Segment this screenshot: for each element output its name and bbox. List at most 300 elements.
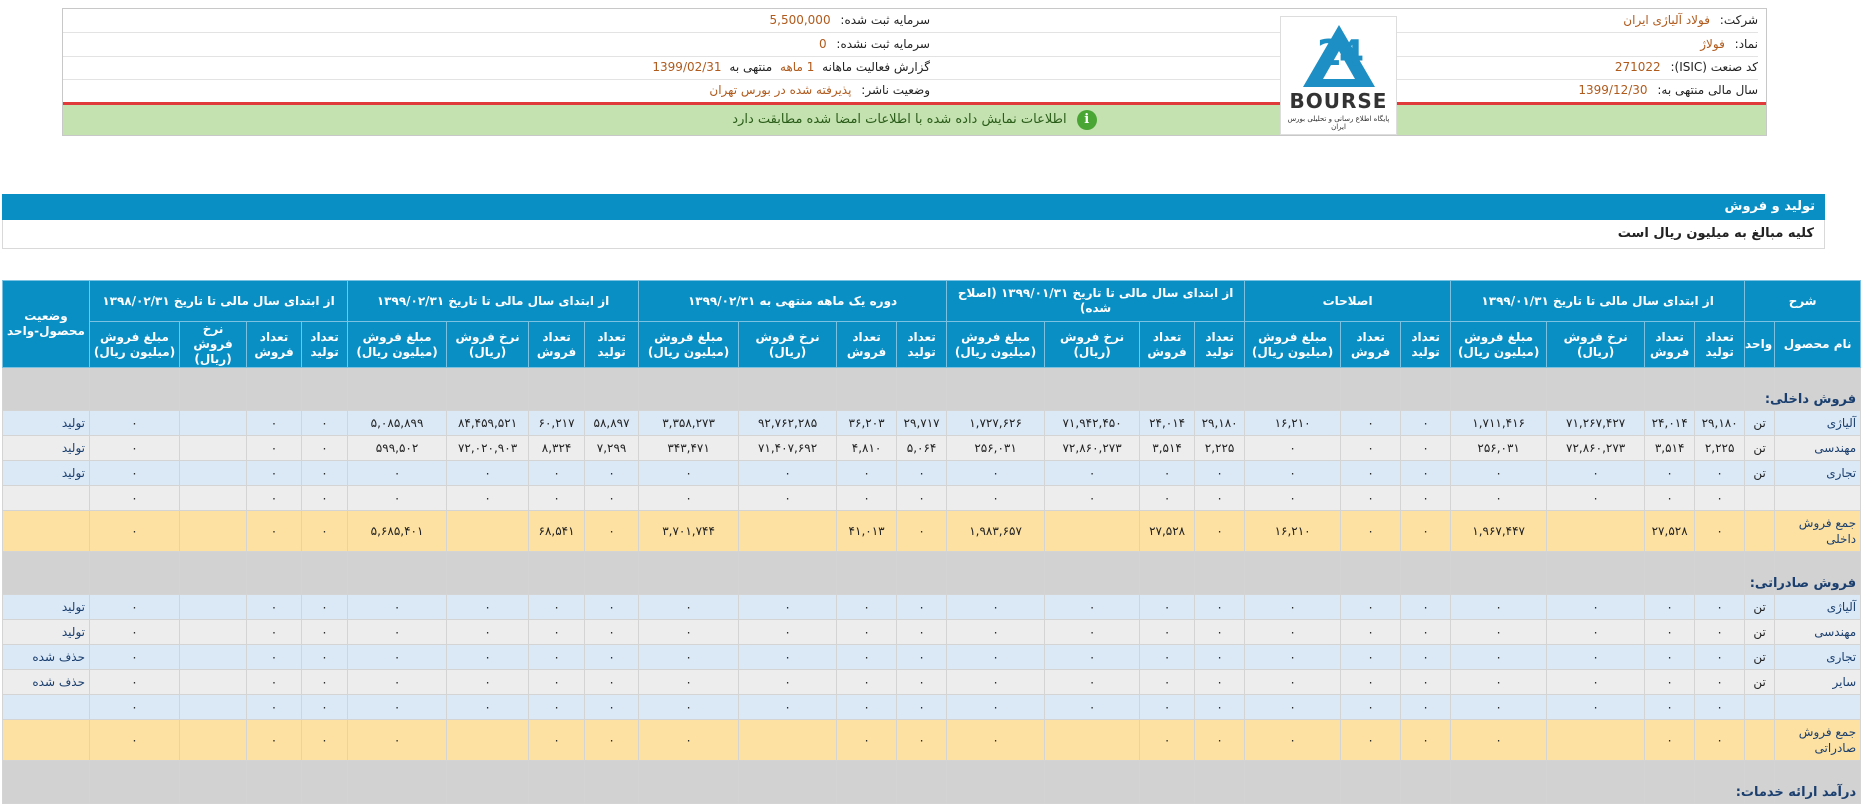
value-cell: ۰: [1045, 620, 1140, 645]
value-cell: [1245, 368, 1341, 411]
value-cell: [247, 552, 302, 595]
value-cell: ۰: [1341, 436, 1401, 461]
value-cell: ۰: [90, 695, 180, 720]
value-cell: ۰: [1695, 486, 1745, 511]
value-cell: [739, 552, 837, 595]
value-cell: ۷۱,۹۴۲,۴۵۰: [1045, 411, 1140, 436]
value-cell: ۰: [585, 645, 639, 670]
value-cell: [1401, 368, 1451, 411]
value-cell: [447, 511, 529, 552]
value-cell: ۰: [1645, 486, 1695, 511]
status-cell: تولید: [3, 595, 90, 620]
value-cell: ۰: [1045, 670, 1140, 695]
value-cell: [302, 368, 348, 411]
value-cell: ۰: [90, 620, 180, 645]
product-name: تجاری: [1775, 461, 1861, 486]
value-cell: ۰: [1451, 695, 1547, 720]
value-cell: ۰: [1695, 695, 1745, 720]
column-header: نرخ فروش (ریال): [739, 322, 837, 368]
group-header: از ابتدای سال مالی تا تاریخ ۱۳۹۸/۰۲/۳۱: [90, 281, 348, 322]
value-cell: ۰: [1245, 670, 1341, 695]
value-cell: ۷۱,۲۶۷,۴۲۷: [1547, 411, 1645, 436]
value-cell: ۰: [1245, 595, 1341, 620]
value-cell: ۰: [585, 486, 639, 511]
value-cell: ۰: [348, 720, 447, 761]
value-cell: ۰: [90, 720, 180, 761]
value-cell: ۰: [1245, 486, 1341, 511]
value-cell: [1045, 511, 1140, 552]
value-cell: [1140, 368, 1195, 411]
value-cell: ۰: [1645, 461, 1695, 486]
table-row: [3, 461, 1861, 486]
value-cell: [1140, 761, 1195, 804]
value-cell: ۰: [1695, 670, 1745, 695]
value-cell: ۳,۷۰۱,۷۴۴: [639, 511, 739, 552]
value-cell: ۰: [1645, 720, 1695, 761]
group-header: از ابتدای سال مالی تا تاریخ ۱۳۹۹/۰۱/۳۱: [1451, 281, 1745, 322]
product-name: فروش داخلی:: [1775, 368, 1861, 411]
value-cell: ۰: [1401, 461, 1451, 486]
value-cell: ۷۱,۴۰۷,۶۹۲: [739, 436, 837, 461]
publisher-row: [63, 79, 930, 103]
value-cell: ۰: [1645, 645, 1695, 670]
value-cell: ۰: [90, 645, 180, 670]
value-cell: [1547, 511, 1645, 552]
value-cell: ۰: [739, 620, 837, 645]
value-cell: ۰: [1695, 595, 1745, 620]
value-cell: ۰: [639, 595, 739, 620]
value-cell: ۰: [1245, 695, 1341, 720]
value-cell: [639, 368, 739, 411]
value-cell: ۰: [897, 461, 947, 486]
value-cell: ۰: [1401, 620, 1451, 645]
value-cell: [1045, 720, 1140, 761]
value-cell: ۰: [837, 720, 897, 761]
value-cell: ۰: [302, 695, 348, 720]
value-cell: ۲۴,۰۱۴: [1645, 411, 1695, 436]
value-cell: [180, 620, 247, 645]
value-cell: ۹۲,۷۶۲,۲۸۵: [739, 411, 837, 436]
product-name: سایر: [1775, 670, 1861, 695]
value-cell: ۰: [348, 461, 447, 486]
value-cell: ۰: [1401, 436, 1451, 461]
value-cell: ۰: [739, 595, 837, 620]
value-cell: ۰: [1341, 511, 1401, 552]
sub-header-row: [3, 322, 1861, 368]
publisher-label: وضعیت ناشر:: [861, 83, 930, 97]
amount-note: [2, 220, 1825, 249]
value-cell: [180, 695, 247, 720]
value-cell: ۰: [1645, 595, 1695, 620]
value-cell: [1547, 552, 1645, 595]
group-header: اصلاحات: [1245, 281, 1451, 322]
value-cell: [447, 552, 529, 595]
unit-cell: [1745, 695, 1775, 720]
value-cell: [180, 368, 247, 411]
value-cell: [529, 368, 585, 411]
value-cell: ۰: [837, 595, 897, 620]
value-cell: [180, 511, 247, 552]
value-cell: ۰: [739, 645, 837, 670]
value-cell: [1341, 761, 1401, 804]
unit-cell: تن: [1745, 670, 1775, 695]
value-cell: ۰: [302, 486, 348, 511]
table-row: [3, 436, 1861, 461]
production-sales-table-wrap[interactable]: [2, 280, 1857, 809]
unit-cell: تن: [1745, 436, 1775, 461]
value-cell: ۰: [1451, 595, 1547, 620]
value-cell: [90, 552, 180, 595]
value-cell: ۰: [639, 670, 739, 695]
symbol-value[interactable]: فولاژ: [1700, 37, 1725, 51]
value-cell: ۰: [1645, 670, 1695, 695]
unit-cell: تن: [1745, 645, 1775, 670]
value-cell: ۰: [837, 620, 897, 645]
value-cell: ۰: [585, 620, 639, 645]
value-cell: [180, 645, 247, 670]
status-cell: [3, 511, 90, 552]
product-name: مهندسی: [1775, 620, 1861, 645]
company-label: شرکت:: [1719, 13, 1758, 27]
value-cell: ۰: [529, 695, 585, 720]
value-cell: ۲۷,۵۲۸: [1140, 511, 1195, 552]
value-cell: ۰: [348, 595, 447, 620]
value-cell: ۰: [837, 486, 897, 511]
value-cell: ۰: [837, 461, 897, 486]
value-cell: ۰: [1195, 461, 1245, 486]
value-cell: ۰: [897, 620, 947, 645]
value-cell: [529, 552, 585, 595]
column-header: تعداد تولید: [1695, 322, 1745, 368]
column-header: تعداد فروش: [1140, 322, 1195, 368]
table-row: [3, 695, 1861, 720]
value-cell: ۰: [739, 486, 837, 511]
value-cell: ۰: [947, 620, 1045, 645]
notice-bar: [63, 105, 1766, 135]
column-header: نرخ فروش (ریال): [1045, 322, 1140, 368]
value-cell: ۰: [247, 461, 302, 486]
group-header-row: [3, 281, 1861, 322]
value-cell: ۰: [247, 411, 302, 436]
value-cell: ۰: [1451, 645, 1547, 670]
value-cell: ۲۵۶,۰۳۱: [1451, 436, 1547, 461]
value-cell: ۰: [1341, 411, 1401, 436]
value-cell: [739, 511, 837, 552]
symbol-label: نماد:: [1734, 37, 1758, 51]
value-cell: ۰: [1045, 486, 1140, 511]
product-name: تجاری: [1775, 645, 1861, 670]
value-cell: ۰: [1195, 670, 1245, 695]
status-cell: [3, 761, 90, 804]
value-cell: ۰: [947, 695, 1045, 720]
amount-note-text: کلیه مبالغ به میلیون ریال است: [1617, 226, 1814, 241]
value-cell: ۰: [529, 461, 585, 486]
value-cell: ۰: [585, 511, 639, 552]
value-cell: [1547, 761, 1645, 804]
value-cell: ۰: [1245, 620, 1341, 645]
value-cell: [585, 761, 639, 804]
value-cell: ۰: [1695, 511, 1745, 552]
value-cell: [585, 552, 639, 595]
value-cell: ۰: [447, 486, 529, 511]
table-row: [3, 670, 1861, 695]
product-name: [1775, 695, 1861, 720]
value-cell: [947, 761, 1045, 804]
report-row: [63, 56, 930, 80]
value-cell: ۰: [348, 695, 447, 720]
value-cell: ۰: [1451, 461, 1547, 486]
product-name: آلیاژی: [1775, 595, 1861, 620]
value-cell: [1195, 368, 1245, 411]
value-cell: ۰: [1341, 595, 1401, 620]
value-cell: ۰: [1401, 486, 1451, 511]
table-row: [3, 411, 1861, 436]
value-cell: [180, 486, 247, 511]
capital-reg-value: 5,500,000: [769, 13, 831, 27]
value-cell: [739, 368, 837, 411]
value-cell: ۵۹۹,۵۰۲: [348, 436, 447, 461]
unit-cell: تن: [1745, 620, 1775, 645]
status-cell: تولید: [3, 620, 90, 645]
product-name: آلیاژی: [1775, 411, 1861, 436]
value-cell: ۰: [1140, 670, 1195, 695]
product-name: جمع فروش صادراتی: [1775, 720, 1861, 761]
value-cell: ۰: [90, 595, 180, 620]
value-cell: ۰: [447, 695, 529, 720]
column-header: تعداد فروش: [529, 322, 585, 368]
value-cell: [180, 436, 247, 461]
value-cell: ۷,۲۹۹: [585, 436, 639, 461]
group-header: دوره یک ماهه منتهی به ۱۳۹۹/۰۲/۳۱: [639, 281, 947, 322]
value-cell: ۰: [1401, 411, 1451, 436]
table-row: [3, 620, 1861, 645]
column-header: تعداد فروش: [247, 322, 302, 368]
value-cell: ۰: [529, 595, 585, 620]
value-cell: ۱,۷۲۷,۶۲۶: [947, 411, 1045, 436]
value-cell: ۰: [1401, 511, 1451, 552]
value-cell: ۰: [1195, 695, 1245, 720]
value-cell: ۰: [302, 645, 348, 670]
value-cell: ۰: [739, 670, 837, 695]
column-header: نرخ فروش (ریال): [1547, 322, 1645, 368]
value-cell: [1451, 368, 1547, 411]
value-cell: [1695, 368, 1745, 411]
value-cell: ۴,۸۱۰: [837, 436, 897, 461]
section-title: تولید و فروش: [1724, 199, 1815, 214]
value-cell: [348, 552, 447, 595]
status-cell: [3, 695, 90, 720]
section-row: [3, 552, 1861, 595]
value-cell: ۰: [247, 645, 302, 670]
value-cell: ۰: [1547, 620, 1645, 645]
table-row: [3, 486, 1861, 511]
value-cell: ۲۹,۷۱۷: [897, 411, 947, 436]
column-header: نرخ فروش (ریال): [180, 322, 247, 368]
value-cell: ۰: [1341, 620, 1401, 645]
value-cell: ۰: [302, 595, 348, 620]
value-cell: ۰: [1401, 695, 1451, 720]
value-cell: ۰: [1195, 645, 1245, 670]
value-cell: ۲۷,۵۲۸: [1645, 511, 1695, 552]
value-cell: ۰: [1195, 486, 1245, 511]
value-cell: ۵,۰۸۵,۸۹۹: [348, 411, 447, 436]
value-cell: ۰: [1045, 695, 1140, 720]
value-cell: ۰: [302, 620, 348, 645]
status-cell: [3, 720, 90, 761]
value-cell: ۶۰,۲۱۷: [529, 411, 585, 436]
value-cell: ۰: [1451, 670, 1547, 695]
section-title-bar: [2, 194, 1825, 220]
value-cell: [1195, 552, 1245, 595]
value-cell: ۰: [1245, 645, 1341, 670]
value-cell: ۰: [837, 670, 897, 695]
value-cell: [1245, 761, 1341, 804]
value-cell: [180, 761, 247, 804]
value-cell: [90, 761, 180, 804]
value-cell: [180, 411, 247, 436]
value-cell: ۰: [739, 695, 837, 720]
value-cell: ۰: [897, 720, 947, 761]
value-cell: ۰: [247, 486, 302, 511]
report-ending-label: منتهی به: [729, 60, 773, 74]
value-cell: ۰: [897, 486, 947, 511]
column-header: مبلغ فروش (میلیون ریال): [947, 322, 1045, 368]
value-cell: ۰: [1140, 720, 1195, 761]
status-cell: [3, 486, 90, 511]
value-cell: ۰: [529, 486, 585, 511]
column-header: تعداد فروش: [837, 322, 897, 368]
status-cell: حذف شده: [3, 645, 90, 670]
value-cell: ۲۵۶,۰۳۱: [947, 436, 1045, 461]
status-cell: تولید: [3, 411, 90, 436]
value-cell: [348, 368, 447, 411]
notice-text: اطلاعات نمایش داده شده با اطلاعات امضا شده مطابقت دارد: [732, 112, 1067, 127]
value-cell: ۰: [1245, 436, 1341, 461]
value-cell: ۰: [1401, 645, 1451, 670]
column-header: مبلغ فروش (میلیون ریال): [90, 322, 180, 368]
column-header: تعداد تولید: [1195, 322, 1245, 368]
value-cell: ۰: [302, 720, 348, 761]
value-cell: [447, 720, 529, 761]
value-cell: ۰: [897, 645, 947, 670]
value-cell: ۶۸,۵۴۱: [529, 511, 585, 552]
product-name: [1775, 486, 1861, 511]
value-cell: ۰: [1341, 720, 1401, 761]
total-row: [3, 720, 1861, 761]
value-cell: ۰: [585, 461, 639, 486]
value-cell: ۰: [947, 595, 1045, 620]
value-cell: ۵,۰۶۴: [897, 436, 947, 461]
value-cell: ۰: [447, 670, 529, 695]
value-cell: [529, 761, 585, 804]
value-cell: ۰: [947, 461, 1045, 486]
unit-cell: [1745, 486, 1775, 511]
value-cell: ۰: [1451, 620, 1547, 645]
value-cell: ۰: [1195, 620, 1245, 645]
value-cell: [247, 761, 302, 804]
report-period: 1 ماهه: [780, 60, 815, 74]
value-cell: ۰: [529, 645, 585, 670]
unit-cell: تن: [1745, 595, 1775, 620]
value-cell: ۰: [348, 486, 447, 511]
value-cell: ۰: [947, 670, 1045, 695]
value-cell: [947, 552, 1045, 595]
value-cell: ۰: [90, 670, 180, 695]
fiscal-value: 1399/12/30: [1578, 83, 1648, 97]
value-cell: ۰: [348, 645, 447, 670]
value-cell: ۰: [639, 486, 739, 511]
publisher-value: پذیرفته شده در بورس تهران: [709, 83, 852, 97]
capital-unreg-label: سرمایه ثبت نشده:: [836, 37, 930, 51]
column-header: مبلغ فروش (میلیون ریال): [1451, 322, 1547, 368]
value-cell: ۰: [247, 620, 302, 645]
value-cell: ۰: [1140, 620, 1195, 645]
value-cell: ۰: [302, 670, 348, 695]
value-cell: [897, 552, 947, 595]
value-cell: [897, 761, 947, 804]
value-cell: ۰: [302, 436, 348, 461]
value-cell: ۰: [247, 695, 302, 720]
value-cell: [1045, 761, 1140, 804]
value-cell: ۰: [529, 670, 585, 695]
value-cell: [1341, 368, 1401, 411]
value-cell: [1140, 552, 1195, 595]
value-cell: ۵,۶۸۵,۴۰۱: [348, 511, 447, 552]
value-cell: ۸,۳۲۴: [529, 436, 585, 461]
value-cell: ۰: [1045, 645, 1140, 670]
value-cell: ۲,۲۲۵: [1195, 436, 1245, 461]
value-cell: ۰: [302, 461, 348, 486]
value-cell: ۰: [447, 645, 529, 670]
value-cell: ۵۸,۸۹۷: [585, 411, 639, 436]
value-cell: ۰: [302, 411, 348, 436]
value-cell: [180, 595, 247, 620]
company-header: [62, 8, 1767, 136]
column-header: مبلغ فروش (میلیون ریال): [348, 322, 447, 368]
value-cell: [90, 368, 180, 411]
value-cell: ۰: [585, 695, 639, 720]
value-cell: [348, 761, 447, 804]
value-cell: ۰: [947, 486, 1045, 511]
value-cell: ۰: [348, 620, 447, 645]
value-cell: ۰: [247, 595, 302, 620]
value-cell: ۰: [529, 620, 585, 645]
value-cell: [1195, 761, 1245, 804]
value-cell: ۰: [639, 645, 739, 670]
capital-unreg-value: 0: [818, 37, 827, 51]
value-cell: ۱,۹۶۷,۴۴۷: [1451, 511, 1547, 552]
value-cell: ۷۲,۰۲۰,۹۰۳: [447, 436, 529, 461]
value-cell: ۰: [639, 620, 739, 645]
value-cell: ۳,۵۱۴: [1140, 436, 1195, 461]
capital-reg-label: سرمایه ثبت شده:: [840, 13, 930, 27]
company-name: فولاد آلیاژی ایران: [1623, 13, 1710, 27]
value-cell: ۰: [1547, 695, 1645, 720]
value-cell: ۰: [1645, 695, 1695, 720]
bourse24-logo: [1280, 16, 1397, 135]
value-cell: ۰: [897, 595, 947, 620]
logo-subtitle: پایگاه اطلاع رسانی و تحلیلی بورس ایران: [1287, 115, 1390, 131]
value-cell: ۰: [1547, 461, 1645, 486]
value-cell: ۰: [447, 461, 529, 486]
value-cell: ۰: [1547, 486, 1645, 511]
section-row: [3, 761, 1861, 804]
isic-value: 271022: [1614, 60, 1661, 74]
column-header: مبلغ فروش (میلیون ریال): [1245, 322, 1341, 368]
value-cell: ۰: [1195, 595, 1245, 620]
column-header: تعداد فروش: [1341, 322, 1401, 368]
value-cell: ۰: [302, 511, 348, 552]
